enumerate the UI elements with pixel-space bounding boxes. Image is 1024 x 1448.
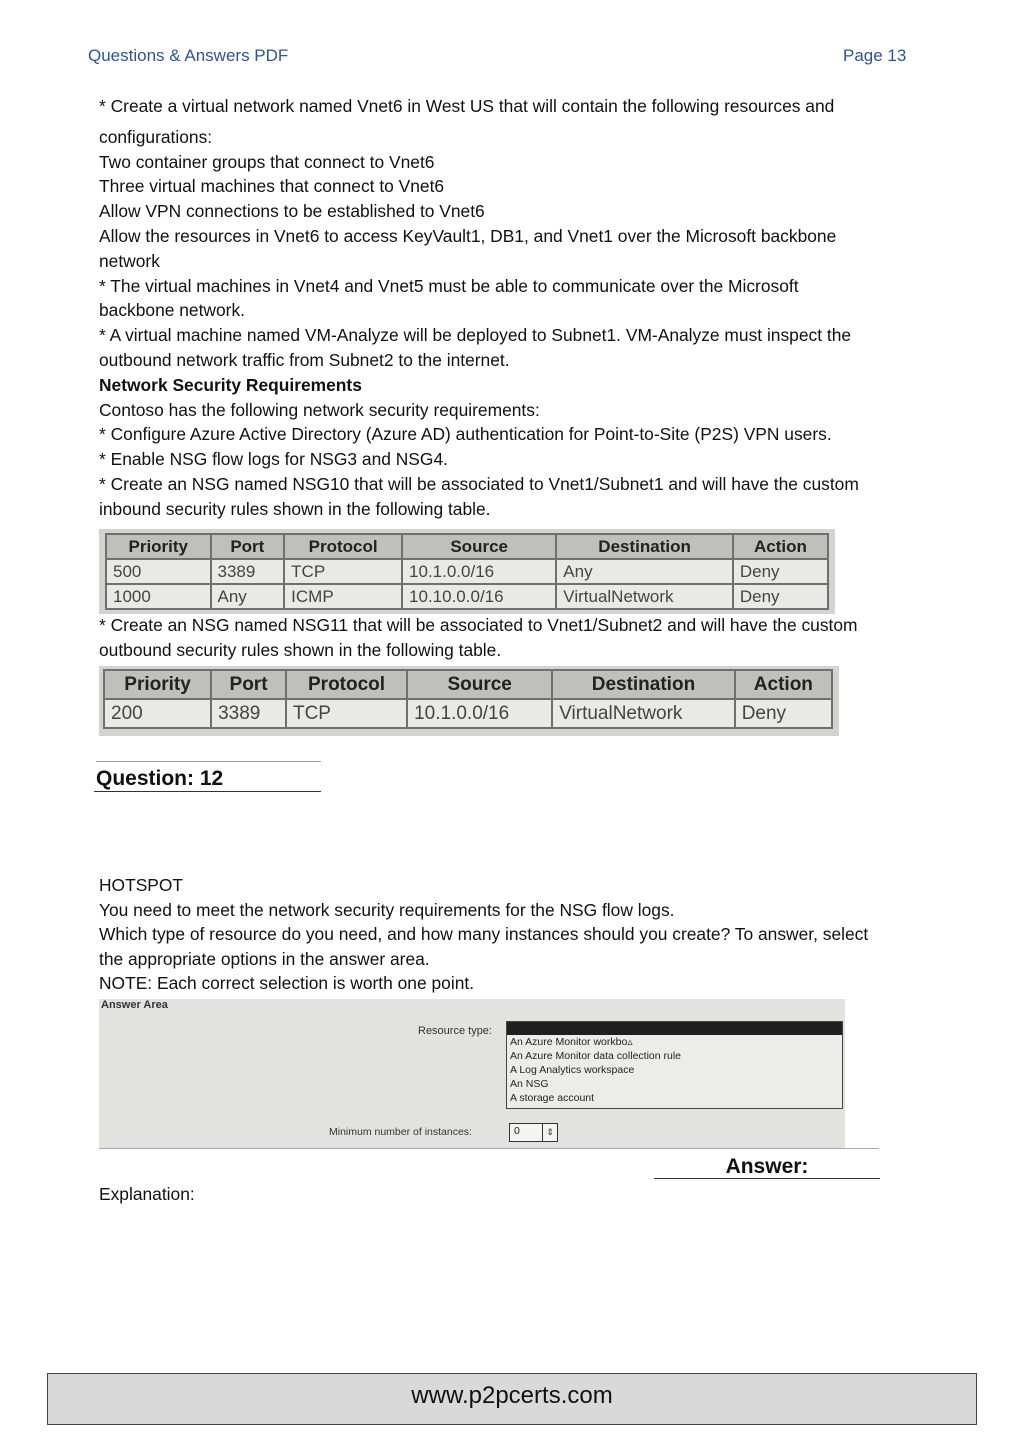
table-cell: 500 [106, 559, 211, 584]
table-header: Action [735, 670, 832, 699]
resource-type-dropdown[interactable] [506, 1021, 843, 1109]
table-cell: Any [556, 559, 733, 584]
table-cell: Deny [735, 699, 832, 728]
table-cell: Deny [733, 584, 828, 609]
table-row [106, 559, 828, 584]
divider [99, 1148, 879, 1149]
table-cell: 10.1.0.0/16 [402, 559, 556, 584]
table-cell: 1000 [106, 584, 211, 609]
question-text [99, 873, 949, 996]
instances-value[interactable]: 0 [514, 1125, 520, 1137]
footer-url: www.p2pcerts.com [411, 1382, 613, 1409]
table-header: Priority [104, 670, 211, 699]
table-row [104, 699, 832, 728]
table-cell: Deny [733, 559, 828, 584]
header-title: Questions & Answers PDF [88, 46, 289, 65]
cursor-icon: ▵ [627, 1036, 633, 1048]
resource-type-label: Resource type: [418, 1025, 492, 1037]
resource-option[interactable]: An Azure Monitor data collection rule [510, 1050, 682, 1062]
table-cell: VirtualNetwork [556, 584, 733, 609]
explanation-label: Explanation: [99, 1184, 195, 1204]
table-cell: Any [211, 584, 285, 609]
text-line: Allow the resources in Vnet6 to access KeyVault1, DB1, and Vnet1 over the Microsoft backbone [99, 225, 837, 246]
table-cell: TCP [284, 559, 402, 584]
text-line: * Configure Azure Active Directory (Azure AD) authentication for Point-to-Site (P2S) VPN users. [99, 424, 832, 445]
table-header: Protocol [286, 670, 407, 699]
text-line: * Create an NSG named NSG11 that will be associated to Vnet1/Subnet2 and will have the custom [99, 615, 858, 635]
answer-area-image [99, 999, 845, 1148]
requirements-text [99, 94, 949, 522]
text-line: Contoso has the following network security requirements: [99, 399, 540, 420]
table-header: Port [211, 534, 285, 559]
table-header: Priority [106, 534, 211, 559]
section-heading: Network Security Requirements [99, 374, 362, 395]
table-header: Source [407, 670, 552, 699]
text-line: network [99, 250, 160, 271]
text-line: inbound security rules shown in the following table. [99, 498, 491, 519]
text-line: Which type of resource do you need, and how many instances should you create? To answer, select [99, 924, 869, 944]
text-line: * The virtual machines in Vnet4 and Vnet5 must be able to communicate over the Microsoft [99, 275, 799, 296]
table-cell: VirtualNetwork [552, 699, 735, 728]
table-header: Action [733, 534, 828, 559]
text-line: Two container groups that connect to Vnet6 [99, 151, 435, 172]
nsg10-rules-table [105, 533, 829, 610]
spinner-arrows-icon[interactable]: ⇕ [542, 1124, 557, 1141]
text-line: * A virtual machine named VM-Analyze will be deployed to Subnet1. VM-Analyze must inspect the [99, 325, 852, 346]
text-line: Three virtual machines that connect to Vnet6 [99, 176, 445, 197]
table-cell: ICMP [284, 584, 402, 609]
divider [654, 1178, 880, 1179]
divider [94, 791, 321, 792]
nsg11-rules-table [103, 669, 833, 729]
table-header: Protocol [284, 534, 402, 559]
text-line: You need to meet the network security requirements for the NSG flow logs. [99, 899, 675, 920]
table-header: Destination [556, 534, 733, 559]
text-line: outbound network traffic from Subnet2 to the internet. [99, 349, 510, 370]
resource-option[interactable]: An Azure Monitor workbo▵ [510, 1036, 633, 1048]
text-line: backbone network. [99, 300, 245, 321]
text-line: the appropriate options in the answer area. [99, 948, 430, 969]
nsg11-table-image [99, 666, 839, 736]
text-line: Allow VPN connections to be established to Vnet6 [99, 201, 485, 222]
table-cell: 200 [104, 699, 211, 728]
text-line: NOTE: Each correct selection is worth one point. [99, 973, 475, 993]
table-cell: 10.1.0.0/16 [407, 699, 552, 728]
resource-option[interactable]: A storage account [510, 1092, 595, 1104]
text-line: outbound security rules shown in the following table. [99, 639, 502, 660]
footer-bar [47, 1373, 977, 1425]
table-cell: 3389 [211, 559, 285, 584]
resource-option[interactable]: An NSG [510, 1078, 549, 1090]
answer-title: Answer: [725, 1155, 809, 1178]
question-title: Question: 12 [96, 767, 224, 790]
text-line: configurations: [99, 126, 213, 147]
answer-area-title: Answer Area [101, 999, 168, 1011]
text-line: * Create an NSG named NSG10 that will be associated to Vnet1/Subnet1 and will have the custom [99, 473, 859, 494]
instances-label: Minimum number of instances: [329, 1126, 472, 1138]
divider [96, 761, 321, 762]
nsg10-table-image [99, 529, 835, 614]
table-header: Destination [552, 670, 735, 699]
resource-type-selected[interactable] [507, 1022, 842, 1035]
table-cell: TCP [286, 699, 407, 728]
instances-stepper[interactable] [509, 1123, 558, 1142]
nsg11-text [99, 613, 949, 663]
text-line: * Enable NSG flow logs for NSG3 and NSG4. [99, 449, 448, 470]
table-cell: 3389 [211, 699, 286, 728]
table-cell: 10.10.0.0/16 [402, 584, 556, 609]
resource-option[interactable]: A Log Analytics workspace [510, 1064, 635, 1076]
table-header: Source [402, 534, 556, 559]
text-line: * Create a virtual network named Vnet6 in West US that will contain the following resources and [99, 96, 835, 116]
page-number: Page 13 [843, 46, 907, 65]
table-header: Port [211, 670, 286, 699]
table-row [106, 584, 828, 609]
text-line: HOTSPOT [99, 875, 184, 895]
